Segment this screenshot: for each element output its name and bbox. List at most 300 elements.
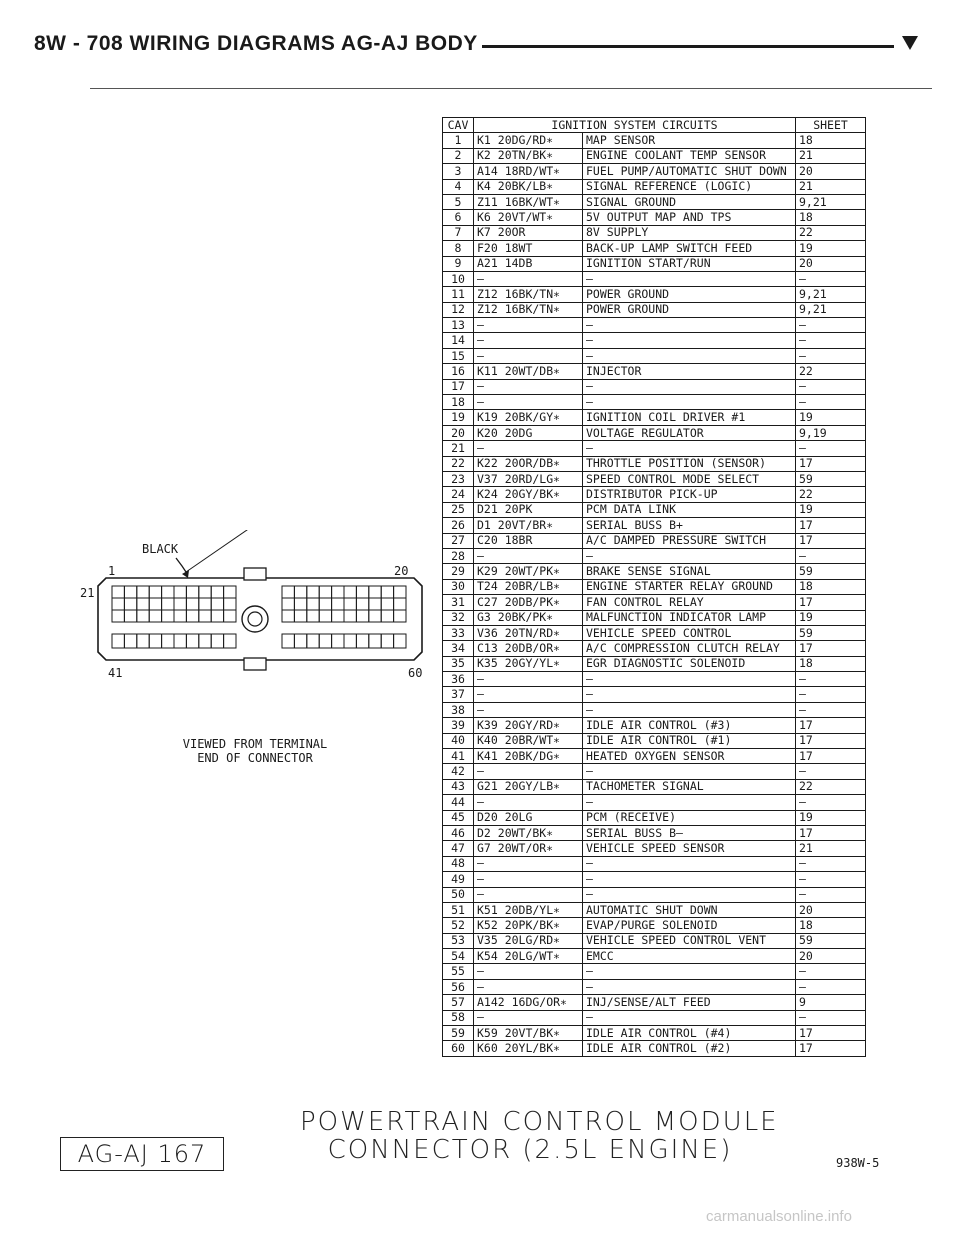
diagram-title-line-1: POWERTRAIN CONTROL MODULE — [300, 1107, 779, 1137]
cell-cav: 1 — [443, 133, 474, 148]
cell-cav: 48 — [443, 856, 474, 871]
cell-description: IDLE AIR CONTROL (#3) — [583, 718, 796, 733]
table-header-row — [443, 118, 866, 133]
figure-code: 938W-5 — [836, 1156, 880, 1170]
table-row — [443, 333, 866, 348]
cell-cav: 26 — [443, 518, 474, 533]
cell-description: THROTTLE POSITION (SENSOR) — [583, 456, 796, 471]
page-reference-box: AG-AJ 167 — [60, 1137, 224, 1171]
cell-sheet: 17 — [796, 1041, 866, 1056]
terminal-cavity — [319, 634, 331, 648]
cell-wire: — — [474, 672, 583, 687]
terminal-cavity — [211, 634, 223, 648]
terminal-cavity — [112, 598, 124, 610]
table-row — [443, 194, 866, 209]
cell-description: VEHICLE SPEED CONTROL VENT — [583, 933, 796, 948]
cell-sheet: 59 — [796, 471, 866, 486]
cell-cav: 2 — [443, 148, 474, 163]
cell-cav: 17 — [443, 379, 474, 394]
cell-wire: — — [474, 687, 583, 702]
cell-wire: G7 20WT/OR∗ — [474, 841, 583, 856]
terminal-cavity — [124, 634, 136, 648]
cell-description: EVAP/PURGE SOLENOID — [583, 918, 796, 933]
cell-description: — — [583, 702, 796, 717]
cell-description: VEHICLE SPEED CONTROL — [583, 625, 796, 640]
cell-description: ENGINE COOLANT TEMP SENSOR — [583, 148, 796, 163]
cell-cav: 23 — [443, 471, 474, 486]
terminal-cavity — [149, 634, 161, 648]
cell-sheet: 18 — [796, 210, 866, 225]
cell-description: SIGNAL GROUND — [583, 194, 796, 209]
table-row — [443, 395, 866, 410]
cell-cav: 18 — [443, 395, 474, 410]
terminal-cavity — [112, 634, 124, 648]
cell-description: MAP SENSOR — [583, 133, 796, 148]
table-row — [443, 795, 866, 810]
view-note-line-2: END OF CONNECTOR — [197, 751, 313, 765]
cell-sheet: — — [796, 764, 866, 779]
cell-description: — — [583, 548, 796, 563]
table-row — [443, 995, 866, 1010]
table-row — [443, 918, 866, 933]
terminal-cavity — [369, 586, 381, 598]
cell-sheet: — — [796, 872, 866, 887]
cell-description: FUEL PUMP/AUTOMATIC SHUT DOWN — [583, 164, 796, 179]
cell-sheet: — — [796, 795, 866, 810]
cell-sheet: 19 — [796, 810, 866, 825]
table-row — [443, 933, 866, 948]
terminal-cavity — [137, 598, 149, 610]
cell-description: PCM (RECEIVE) — [583, 810, 796, 825]
terminal-cavity — [369, 598, 381, 610]
table-row — [443, 656, 866, 671]
cell-cav: 33 — [443, 625, 474, 640]
cell-description: BACK-UP LAMP SWITCH FEED — [583, 241, 796, 256]
terminal-cavity — [211, 586, 223, 598]
terminal-cavity — [282, 610, 294, 622]
cell-cav: 21 — [443, 441, 474, 456]
terminal-cavity — [149, 610, 161, 622]
cell-sheet: — — [796, 348, 866, 363]
cell-cav: 9 — [443, 256, 474, 271]
terminal-cavity — [124, 610, 136, 622]
terminal-cavity — [381, 610, 393, 622]
cell-wire: K1 20DG/RD∗ — [474, 133, 583, 148]
cell-cav: 16 — [443, 364, 474, 379]
cell-cav: 14 — [443, 333, 474, 348]
cell-wire: K11 20WT/DB∗ — [474, 364, 583, 379]
cell-sheet: 19 — [796, 241, 866, 256]
table-row — [443, 241, 866, 256]
cell-description: — — [583, 379, 796, 394]
header-rule — [482, 45, 894, 48]
diagram-title-line-2: CONNECTOR (2.5L ENGINE) — [327, 1135, 733, 1165]
terminal-cavity — [137, 610, 149, 622]
bottom-key — [244, 658, 266, 670]
terminal-cavity — [381, 586, 393, 598]
cell-wire: A21 14DB — [474, 256, 583, 271]
cell-wire: — — [474, 548, 583, 563]
terminal-cavity — [294, 634, 306, 648]
cell-description: INJECTOR — [583, 364, 796, 379]
cell-description: TACHOMETER SIGNAL — [583, 779, 796, 794]
terminal-cavity — [186, 634, 198, 648]
pin-label-21: 21 — [80, 586, 95, 600]
cell-sheet: 17 — [796, 456, 866, 471]
terminal-cavity — [294, 586, 306, 598]
cell-cav: 31 — [443, 595, 474, 610]
cell-description: POWER GROUND — [583, 302, 796, 317]
table-row — [443, 733, 866, 748]
center-screw-inner — [248, 612, 262, 626]
table-row — [443, 318, 866, 333]
cell-cav: 24 — [443, 487, 474, 502]
table-row — [443, 379, 866, 394]
table-row — [443, 749, 866, 764]
cell-wire: — — [474, 764, 583, 779]
terminal-cavity — [282, 598, 294, 610]
diagram-title — [300, 1107, 779, 1165]
cell-sheet: — — [796, 395, 866, 410]
table-row — [443, 610, 866, 625]
cell-sheet: 9,21 — [796, 302, 866, 317]
cell-cav: 11 — [443, 287, 474, 302]
terminal-cavity — [199, 610, 211, 622]
terminal-cavity — [369, 610, 381, 622]
table-row — [443, 179, 866, 194]
cell-description: INJ/SENSE/ALT FEED — [583, 995, 796, 1010]
table-row — [443, 410, 866, 425]
frame-rule — [90, 88, 932, 89]
cell-description: — — [583, 964, 796, 979]
cell-wire: K7 20OR — [474, 225, 583, 240]
table-row — [443, 148, 866, 163]
cell-sheet: 20 — [796, 902, 866, 917]
cell-wire: C13 20DB/OR∗ — [474, 641, 583, 656]
connector-diagram — [76, 530, 436, 700]
cell-sheet: 17 — [796, 533, 866, 548]
terminal-cavity — [199, 634, 211, 648]
cell-cav: 58 — [443, 1010, 474, 1025]
cell-wire: K19 20BK/GY∗ — [474, 410, 583, 425]
pin-label-20: 20 — [394, 564, 409, 578]
table-row — [443, 471, 866, 486]
cell-wire: C20 18BR — [474, 533, 583, 548]
terminal-cavity — [149, 586, 161, 598]
table-row — [443, 687, 866, 702]
cell-description: — — [583, 1010, 796, 1025]
right-pin-block — [282, 586, 406, 648]
cell-cav: 40 — [443, 733, 474, 748]
black-label-pointer — [176, 558, 186, 572]
cell-wire: G21 20GY/LB∗ — [474, 779, 583, 794]
cell-cav: 29 — [443, 564, 474, 579]
table-row — [443, 641, 866, 656]
cell-sheet: 20 — [796, 256, 866, 271]
terminal-cavity — [332, 634, 344, 648]
cell-description: AUTOMATIC SHUT DOWN — [583, 902, 796, 917]
table-body — [443, 133, 866, 1056]
cell-wire: K2 20TN/BK∗ — [474, 148, 583, 163]
table-row — [443, 487, 866, 502]
cell-cav: 54 — [443, 949, 474, 964]
pin-label-1: 1 — [108, 564, 116, 578]
terminal-cavity — [294, 598, 306, 610]
cell-description: ENGINE STARTER RELAY GROUND — [583, 579, 796, 594]
terminal-cavity — [344, 610, 356, 622]
table-row — [443, 872, 866, 887]
table-row — [443, 825, 866, 840]
terminal-cavity — [319, 610, 331, 622]
table-row — [443, 164, 866, 179]
cell-description: PCM DATA LINK — [583, 502, 796, 517]
cell-cav: 57 — [443, 995, 474, 1010]
cell-cav: 19 — [443, 410, 474, 425]
col-header-sheet: SHEET — [796, 118, 866, 133]
cell-description: — — [583, 333, 796, 348]
cell-wire: D2 20WT/BK∗ — [474, 825, 583, 840]
table-row — [443, 1041, 866, 1056]
terminal-cavity — [174, 634, 186, 648]
cell-description: — — [583, 872, 796, 887]
table-row — [443, 564, 866, 579]
cell-wire: — — [474, 964, 583, 979]
cell-description: — — [583, 672, 796, 687]
cell-wire: V36 20TN/RD∗ — [474, 625, 583, 640]
cell-cav: 55 — [443, 964, 474, 979]
cell-cav: 25 — [443, 502, 474, 517]
terminal-cavity — [162, 610, 174, 622]
cell-description: FAN CONTROL RELAY — [583, 595, 796, 610]
top-key — [244, 568, 266, 580]
cell-cav: 35 — [443, 656, 474, 671]
cell-description: EGR DIAGNOSTIC SOLENOID — [583, 656, 796, 671]
cell-description: — — [583, 687, 796, 702]
table-row — [443, 364, 866, 379]
table-row — [443, 533, 866, 548]
table-row — [443, 718, 866, 733]
table-row — [443, 672, 866, 687]
cell-description: — — [583, 441, 796, 456]
terminal-cavity — [381, 634, 393, 648]
leader-to-table — [186, 530, 276, 572]
cell-sheet: — — [796, 672, 866, 687]
cell-wire: D21 20PK — [474, 502, 583, 517]
terminal-cavity — [344, 598, 356, 610]
cell-wire: — — [474, 887, 583, 902]
cell-sheet: 22 — [796, 364, 866, 379]
cell-description: IGNITION START/RUN — [583, 256, 796, 271]
terminal-cavity — [381, 598, 393, 610]
cell-sheet: 18 — [796, 918, 866, 933]
table-row — [443, 133, 866, 148]
cell-cav: 37 — [443, 687, 474, 702]
cell-wire: K6 20VT/WT∗ — [474, 210, 583, 225]
cell-sheet: 9,21 — [796, 287, 866, 302]
terminal-cavity — [307, 634, 319, 648]
terminal-cavity — [394, 598, 406, 610]
circuit-table — [442, 117, 866, 1057]
table-row — [443, 887, 866, 902]
cell-cav: 50 — [443, 887, 474, 902]
cell-cav: 13 — [443, 318, 474, 333]
cell-wire: K35 20GY/YL∗ — [474, 656, 583, 671]
terminal-cavity — [124, 598, 136, 610]
table-row — [443, 1010, 866, 1025]
terminal-cavity — [332, 610, 344, 622]
cell-cav: 30 — [443, 579, 474, 594]
terminal-cavity — [174, 598, 186, 610]
cell-wire: — — [474, 702, 583, 717]
cell-cav: 36 — [443, 672, 474, 687]
cell-wire: C27 20DB/PK∗ — [474, 595, 583, 610]
cell-description: SIGNAL REFERENCE (LOGIC) — [583, 179, 796, 194]
cell-wire: Z12 16BK/TN∗ — [474, 287, 583, 302]
connector-drawing — [76, 530, 436, 700]
terminal-cavity — [186, 610, 198, 622]
cell-sheet: 19 — [796, 610, 866, 625]
cell-sheet: — — [796, 979, 866, 994]
cell-cav: 7 — [443, 225, 474, 240]
cell-sheet: — — [796, 887, 866, 902]
cell-sheet: 17 — [796, 718, 866, 733]
terminal-cavity — [199, 598, 211, 610]
cell-wire: K40 20BR/WT∗ — [474, 733, 583, 748]
watermark-text: carmanualsonline.info — [706, 1208, 852, 1225]
cell-description: 8V SUPPLY — [583, 225, 796, 240]
cell-cav: 12 — [443, 302, 474, 317]
table-row — [443, 1026, 866, 1041]
cell-wire: K51 20DB/YL∗ — [474, 902, 583, 917]
table-row — [443, 625, 866, 640]
pin-label-41: 41 — [108, 666, 123, 680]
cell-sheet: 59 — [796, 564, 866, 579]
table-row — [443, 902, 866, 917]
cell-wire: — — [474, 979, 583, 994]
table-row — [443, 425, 866, 440]
connector-color-label: BLACK — [142, 542, 179, 556]
cell-cav: 20 — [443, 425, 474, 440]
cell-wire: K39 20GY/RD∗ — [474, 718, 583, 733]
terminal-cavity — [307, 586, 319, 598]
terminal-cavity — [174, 586, 186, 598]
cell-wire: K54 20LG/WT∗ — [474, 949, 583, 964]
cell-description: IDLE AIR CONTROL (#4) — [583, 1026, 796, 1041]
terminal-cavity — [319, 586, 331, 598]
cell-description: HEATED OXYGEN SENSOR — [583, 749, 796, 764]
table-row — [443, 456, 866, 471]
table-row — [443, 225, 866, 240]
cell-description: SERIAL BUSS B+ — [583, 518, 796, 533]
cell-cav: 27 — [443, 533, 474, 548]
cell-description: EMCC — [583, 949, 796, 964]
cell-description: — — [583, 856, 796, 871]
col-header-cav: CAV — [443, 118, 474, 133]
cell-description: VEHICLE SPEED SENSOR — [583, 841, 796, 856]
pin-label-60: 60 — [408, 666, 423, 680]
terminal-cavity — [294, 610, 306, 622]
center-screw — [242, 606, 268, 632]
table-row — [443, 964, 866, 979]
cell-sheet: — — [796, 1010, 866, 1025]
terminal-cavity — [149, 598, 161, 610]
terminal-cavity — [186, 598, 198, 610]
cell-description: SPEED CONTROL MODE SELECT — [583, 471, 796, 486]
cell-cav: 34 — [443, 641, 474, 656]
cell-sheet: 19 — [796, 410, 866, 425]
cell-cav: 46 — [443, 825, 474, 840]
cell-wire: — — [474, 379, 583, 394]
cell-cav: 5 — [443, 194, 474, 209]
cell-description: 5V OUTPUT MAP AND TPS — [583, 210, 796, 225]
cell-description: — — [583, 395, 796, 410]
cell-wire: — — [474, 395, 583, 410]
table-row — [443, 979, 866, 994]
cell-cav: 42 — [443, 764, 474, 779]
cell-sheet: 20 — [796, 164, 866, 179]
view-note — [150, 737, 360, 765]
terminal-cavity — [356, 610, 368, 622]
cell-wire: T24 20BR/LB∗ — [474, 579, 583, 594]
table-row — [443, 302, 866, 317]
cell-description: — — [583, 795, 796, 810]
page-header-title: 8W - 708 WIRING DIAGRAMS AG-AJ BODY — [34, 32, 478, 55]
cell-wire: K52 20PK/BK∗ — [474, 918, 583, 933]
cell-cav: 4 — [443, 179, 474, 194]
cell-cav: 53 — [443, 933, 474, 948]
table-row — [443, 287, 866, 302]
cell-description: BRAKE SENSE SIGNAL — [583, 564, 796, 579]
cell-sheet: 17 — [796, 825, 866, 840]
terminal-cavity — [224, 634, 236, 648]
cell-wire: Z11 16BK/WT∗ — [474, 194, 583, 209]
terminal-cavity — [332, 598, 344, 610]
cell-sheet: 9,19 — [796, 425, 866, 440]
terminal-cavity — [319, 598, 331, 610]
cell-sheet: — — [796, 964, 866, 979]
cell-wire: — — [474, 872, 583, 887]
cell-description: — — [583, 764, 796, 779]
cell-sheet: 17 — [796, 518, 866, 533]
cell-cav: 41 — [443, 749, 474, 764]
table-row — [443, 518, 866, 533]
cell-sheet: — — [796, 271, 866, 286]
cell-cav: 49 — [443, 872, 474, 887]
cell-wire: — — [474, 348, 583, 363]
cell-wire: D1 20VT/BR∗ — [474, 518, 583, 533]
cell-wire: K24 20GY/BK∗ — [474, 487, 583, 502]
cell-sheet: — — [796, 379, 866, 394]
cell-sheet: 22 — [796, 225, 866, 240]
table-row — [443, 579, 866, 594]
table-row — [443, 856, 866, 871]
cell-sheet: 17 — [796, 1026, 866, 1041]
terminal-cavity — [332, 586, 344, 598]
cell-wire: — — [474, 318, 583, 333]
terminal-cavity — [112, 610, 124, 622]
cell-sheet: 59 — [796, 625, 866, 640]
cell-sheet: — — [796, 441, 866, 456]
cell-cav: 47 — [443, 841, 474, 856]
terminal-cavity — [224, 586, 236, 598]
cell-wire: Z12 16BK/TN∗ — [474, 302, 583, 317]
cell-description: — — [583, 887, 796, 902]
terminal-cavity — [137, 634, 149, 648]
cell-wire: A142 16DG/OR∗ — [474, 995, 583, 1010]
cell-wire: — — [474, 271, 583, 286]
cell-cav: 38 — [443, 702, 474, 717]
terminal-cavity — [307, 598, 319, 610]
